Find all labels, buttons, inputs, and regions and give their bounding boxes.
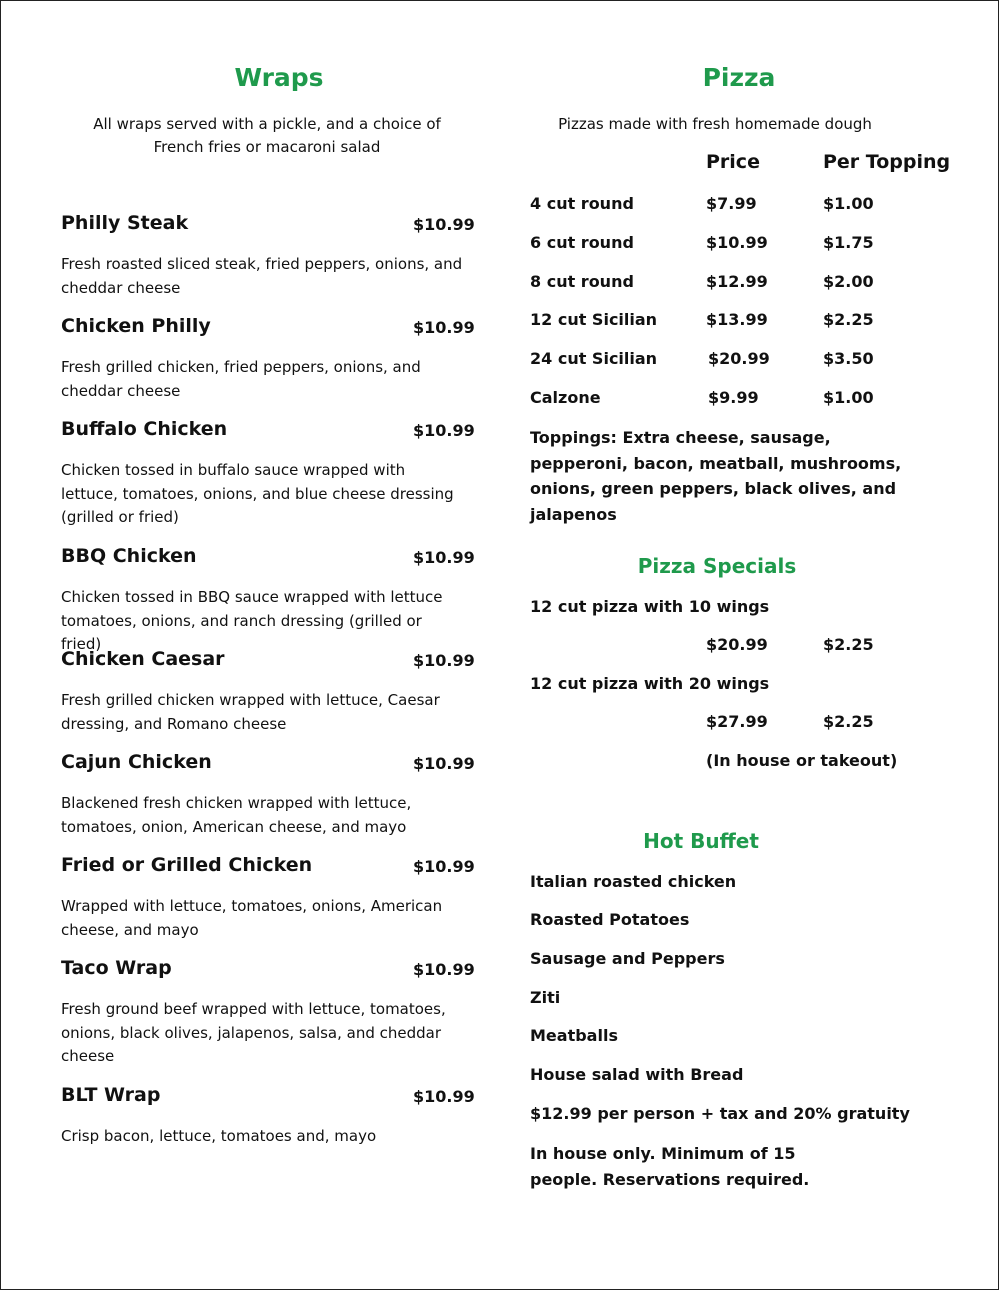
buffet-item: Sausage and Peppers xyxy=(530,949,725,968)
wrap-name-taco-wrap: Taco Wrap xyxy=(61,957,172,979)
pizza-row-topping: $1.00 xyxy=(823,194,874,213)
wrap-desc-buffalo-chicken: Chicken tossed in buffalo sauce wrapped with lettuce, tomatoes, onions, and blue cheese dressing (grilled or fried) xyxy=(61,461,454,526)
wrap-name-fried-or-grilled-chicken: Fried or Grilled Chicken xyxy=(61,854,313,876)
wrap-price-fried-or-grilled-chicken: $10.99 xyxy=(413,857,475,876)
pizza-row-name: 6 cut round xyxy=(530,233,634,252)
wrap-price-buffalo-chicken: $10.99 xyxy=(413,421,475,440)
specials-note: (In house or takeout) xyxy=(706,751,898,770)
pizza-row-price: $9.99 xyxy=(708,388,759,407)
wrap-price-chicken-caesar: $10.99 xyxy=(413,651,475,670)
buffet-item: Italian roasted chicken xyxy=(530,872,737,891)
wrap-name-bbq-chicken: BBQ Chicken xyxy=(61,545,197,567)
wraps-intro: All wraps served with a pickle, and a choice of French fries or macaroni salad xyxy=(93,115,441,156)
pizza-row-topping: $2.25 xyxy=(823,310,874,329)
buffet-price-line: $12.99 per person + tax and 20% gratuity xyxy=(530,1104,910,1123)
pizza-row-topping: $2.00 xyxy=(823,272,874,291)
wrap-desc-taco-wrap: Fresh ground beef wrapped with lettuce, tomatoes, onions, black olives, jalapenos, salsa, and cheddar cheese xyxy=(61,1000,446,1065)
pizza-specials-title: Pizza Specials xyxy=(637,554,797,578)
wrap-desc-philly-steak: Fresh roasted sliced steak, fried peppers, onions, and cheddar cheese xyxy=(61,255,463,297)
wrap-price-blt-wrap: $10.99 xyxy=(413,1087,475,1106)
special-price: $27.99 xyxy=(706,712,768,731)
wrap-desc-fried-or-grilled-chicken: Wrapped with lettuce, tomatoes, onions, American cheese, and mayo xyxy=(61,897,443,939)
wrap-desc-chicken-caesar: Fresh grilled chicken wrapped with lettuce, Caesar dressing, and Romano cheese xyxy=(61,691,440,733)
pizza-row-price: $7.99 xyxy=(706,194,757,213)
wrap-name-chicken-caesar: Chicken Caesar xyxy=(61,648,225,670)
wrap-desc-cajun-chicken: Blackened fresh chicken wrapped with lettuce, tomatoes, onion, American cheese, and mayo xyxy=(61,794,412,836)
pizza-intro: Pizzas made with fresh homemade dough xyxy=(558,115,872,133)
special-name: 12 cut pizza with 20 wings xyxy=(530,674,770,693)
pizza-row-name: Calzone xyxy=(530,388,601,407)
pizza-row-topping: $3.50 xyxy=(823,349,874,368)
pizza-row-name: 4 cut round xyxy=(530,194,634,213)
wrap-price-bbq-chicken: $10.99 xyxy=(413,548,475,567)
pizza-col-per-topping: Per Topping xyxy=(823,151,951,173)
pizza-row-price: $13.99 xyxy=(706,310,768,329)
pizza-row-price: $12.99 xyxy=(706,272,768,291)
pizza-row-topping: $1.00 xyxy=(823,388,874,407)
pizza-toppings: Toppings: Extra cheese, sausage, pepperoni, bacon, meatball, mushrooms, onions, green peppers, black olives, and jalapenos xyxy=(530,428,902,524)
wrap-price-taco-wrap: $10.99 xyxy=(413,960,475,979)
pizza-title: Pizza xyxy=(702,63,776,92)
wrap-desc-chicken-philly: Fresh grilled chicken, fried peppers, onions, and cheddar cheese xyxy=(61,358,421,400)
special-topping: $2.25 xyxy=(823,712,874,731)
buffet-item: Ziti xyxy=(530,988,561,1007)
wrap-name-chicken-philly: Chicken Philly xyxy=(61,315,211,337)
wrap-price-cajun-chicken: $10.99 xyxy=(413,754,475,773)
pizza-row-name: 12 cut Sicilian xyxy=(530,310,658,329)
special-name: 12 cut pizza with 10 wings xyxy=(530,597,770,616)
wrap-price-philly-steak: $10.99 xyxy=(413,215,475,234)
pizza-row-price: $10.99 xyxy=(706,233,768,252)
pizza-row-price: $20.99 xyxy=(708,349,770,368)
wrap-name-philly-steak: Philly Steak xyxy=(61,212,189,234)
buffet-footer: In house only. Minimum of 15 people. Reservations required. xyxy=(530,1144,810,1189)
wrap-desc-blt-wrap: Crisp bacon, lettuce, tomatoes and, mayo xyxy=(61,1127,377,1145)
pizza-row-name: 8 cut round xyxy=(530,272,634,291)
hot-buffet-title: Hot Buffet xyxy=(643,829,759,853)
wrap-name-blt-wrap: BLT Wrap xyxy=(61,1084,161,1106)
wrap-name-buffalo-chicken: Buffalo Chicken xyxy=(61,418,228,440)
buffet-item: Meatballs xyxy=(530,1026,618,1045)
buffet-item: Roasted Potatoes xyxy=(530,910,690,929)
pizza-row-topping: $1.75 xyxy=(823,233,874,252)
special-price: $20.99 xyxy=(706,635,768,654)
wrap-name-cajun-chicken: Cajun Chicken xyxy=(61,751,212,773)
wraps-title: Wraps xyxy=(234,63,324,92)
pizza-row-name: 24 cut Sicilian xyxy=(530,349,658,368)
wrap-desc-bbq-chicken: Chicken tossed in BBQ sauce wrapped with lettuce tomatoes, onions, and ranch dressing (grilled or fried) xyxy=(61,588,443,653)
buffet-item: House salad with Bread xyxy=(530,1065,744,1084)
pizza-col-price: Price xyxy=(706,151,760,173)
wrap-price-chicken-philly: $10.99 xyxy=(413,318,475,337)
special-topping: $2.25 xyxy=(823,635,874,654)
